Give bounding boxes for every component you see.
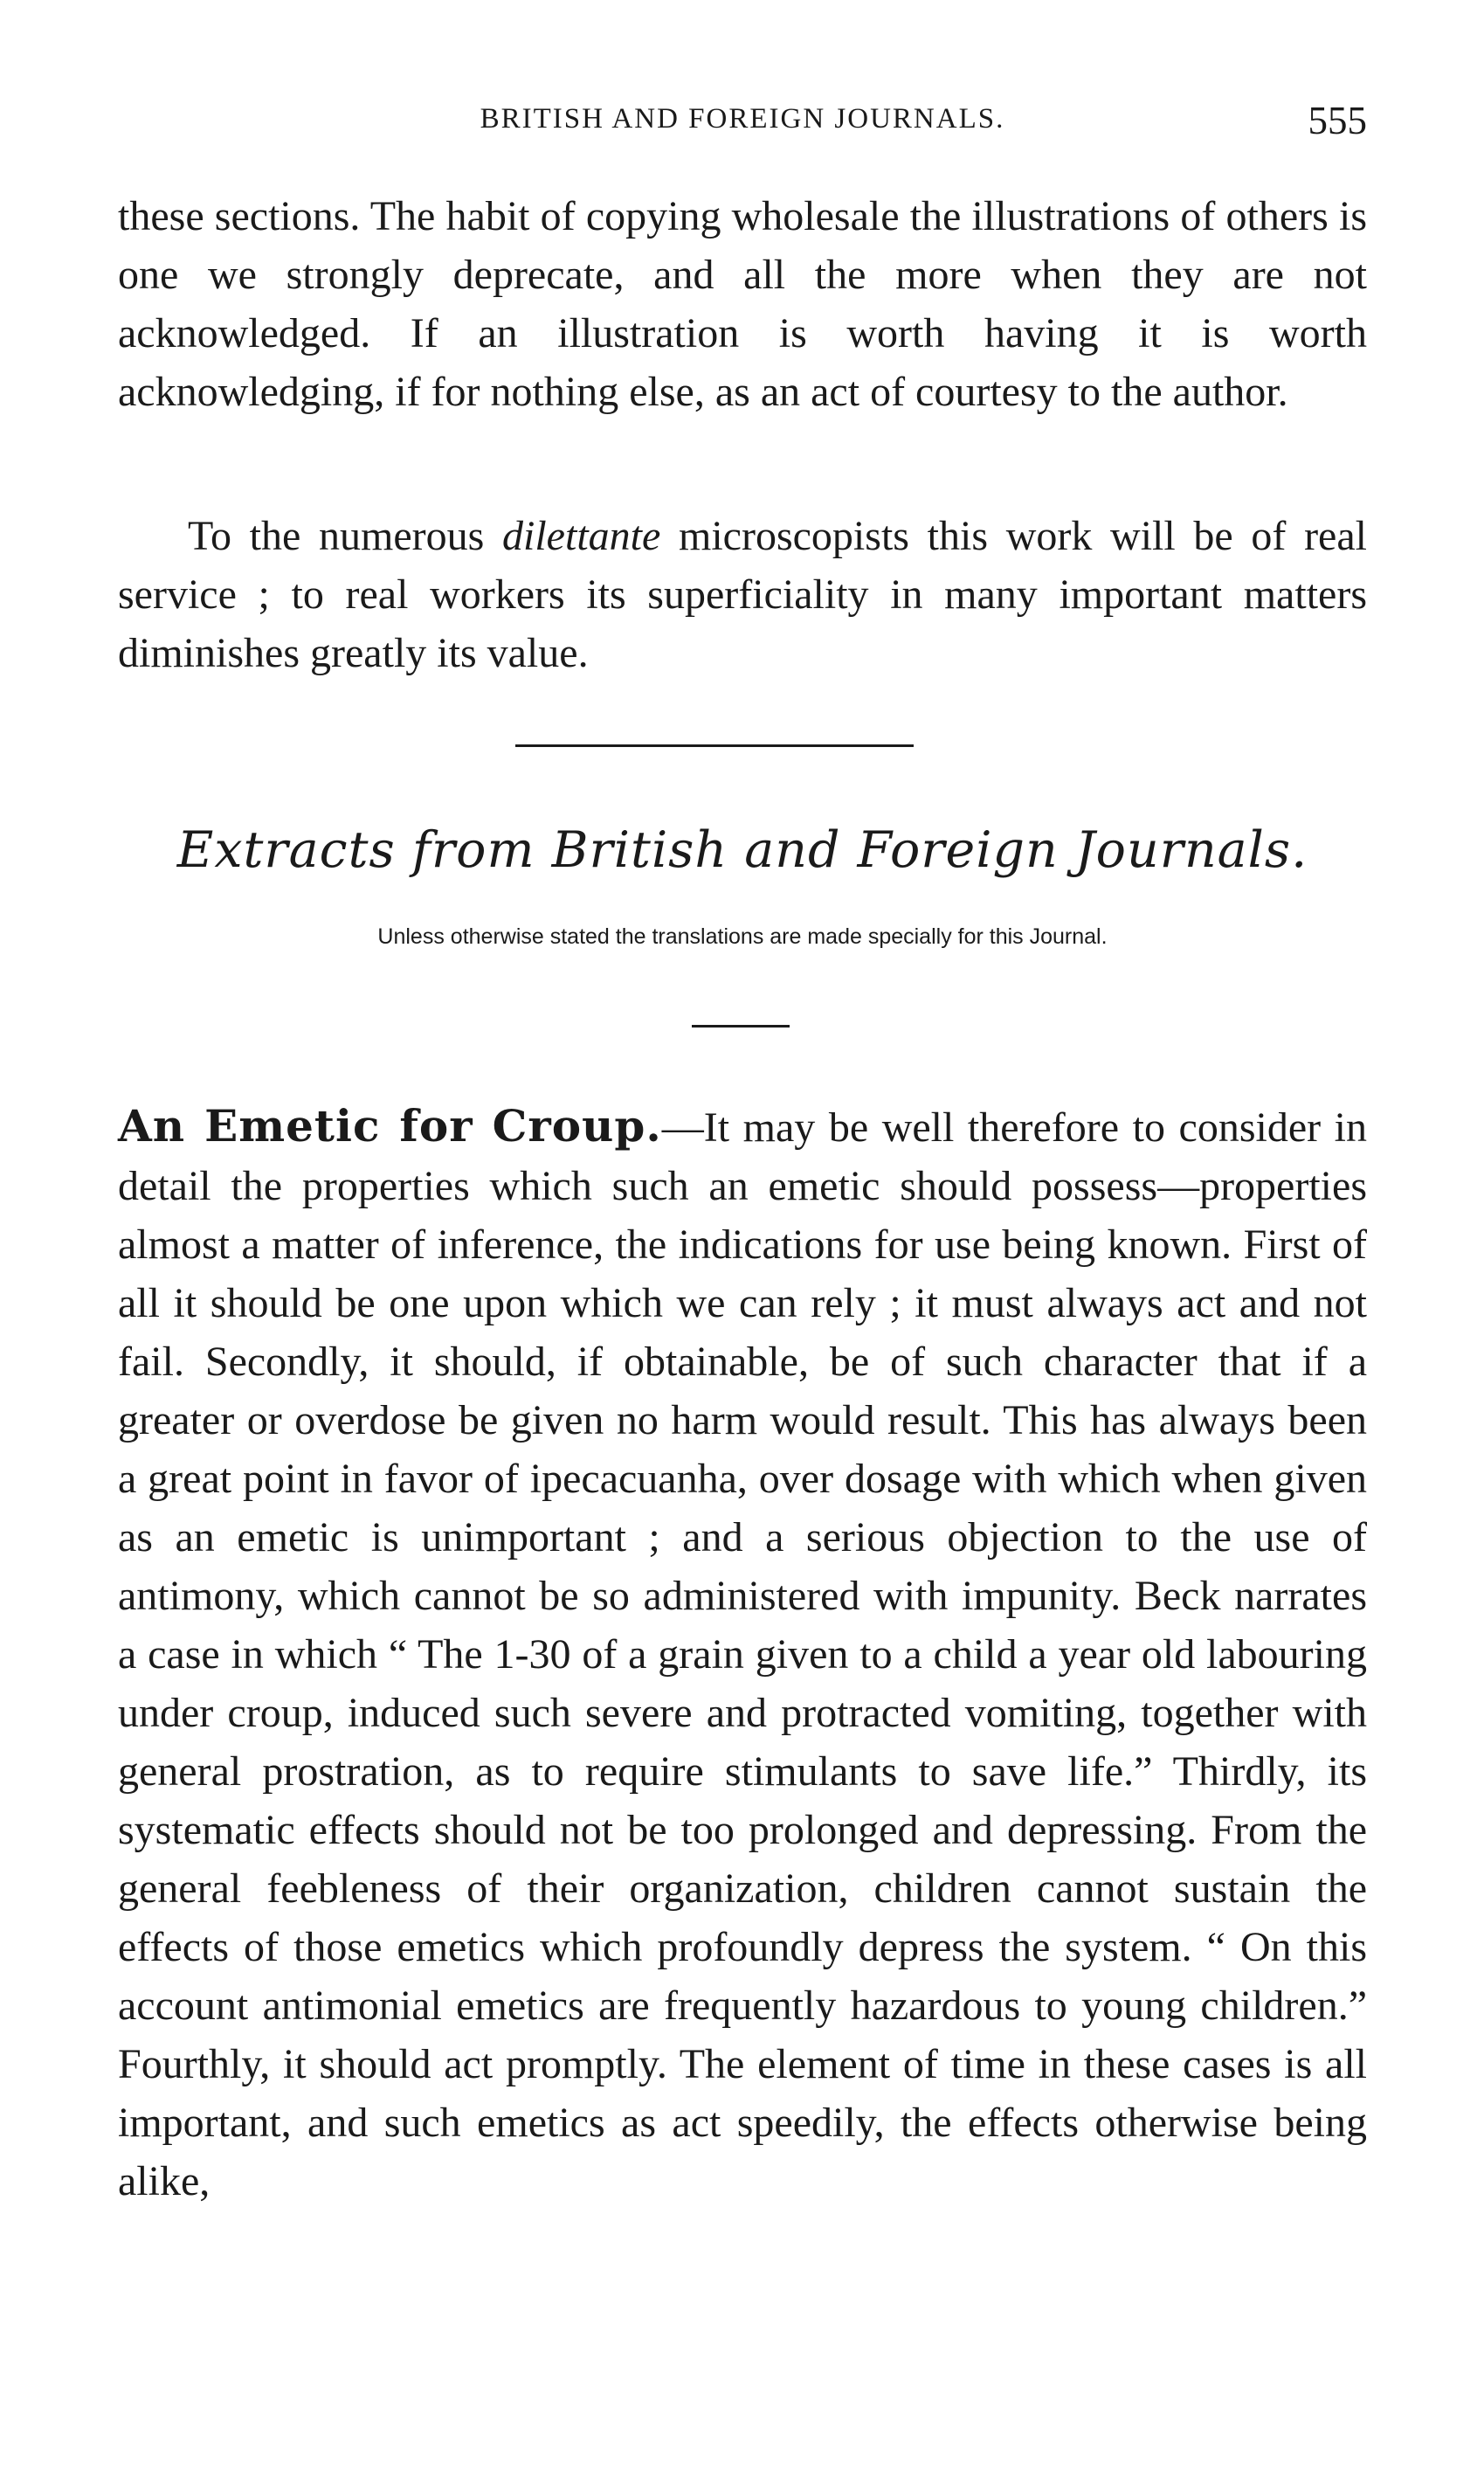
section-heading: Extracts from British and Foreign Journals. xyxy=(176,821,1308,879)
short-divider xyxy=(692,1025,790,1028)
article-paragraph xyxy=(118,1097,1367,2211)
section-divider xyxy=(515,744,914,747)
running-title: BRITISH AND FOREIGN JOURNALS. xyxy=(480,103,1005,135)
italic-term: dilettante xyxy=(502,513,661,559)
running-head xyxy=(118,98,1367,150)
review-paragraph-2 xyxy=(118,507,1367,682)
translation-note: Unless otherwise stated the translations are made specially for this Journal. xyxy=(377,924,1108,949)
page-number: 555 xyxy=(1308,99,1367,142)
article-body: —It may be well therefore to consider in detail the properties which such an emetic should possess—properties almost a matter of inference, the indications for use being known. First of all it should be one upon which we can rely ; it must always act and not fail. Secondly, it should, if obtainable, be of such character that if a greater or overdose be given no harm would result. This has always been a great point in favor of ipecacuanha, over dosage with which when given as an emetic is unimportant ; and a serious objection to the use of antimony, which cannot be so administered with impunity. Beck narrates a case in which “ The 1-30 of a grain given to a child a year old labouring under croup, induced such severe and protracted vomiting, together with general prostration, as to require stimulants to save life.” Thirdly, its systematic effects should not be too prolonged and depressing. From the general feebleness of their organization, children cannot sustain the effects of those emetics which profoundly depress the system. “ On this account antimonial emetics are frequently hazardous to young children.” Fourthly, it should act promptly. The element of time in these cases is all important, and such emetics as act speedily, the effects otherwise being alike, xyxy=(118,1104,1367,2204)
review-paragraph-2-start: To the numerous xyxy=(188,513,502,559)
article-title: An Emetic for Croup. xyxy=(118,1100,662,1152)
review-paragraph-2-end: microscopists this work will be of real service ; to real workers its superficiality in many important matters diminishes greatly its value. xyxy=(118,513,1367,676)
review-paragraph-1: these sections. The habit of copying wholesale the illustrations of others is one we strongly deprecate, and all the more when they are not acknowledged. If an illustration is worth having it is worth acknowledging, if for nothing else, as an act of courtesy to the author. xyxy=(118,193,1367,415)
